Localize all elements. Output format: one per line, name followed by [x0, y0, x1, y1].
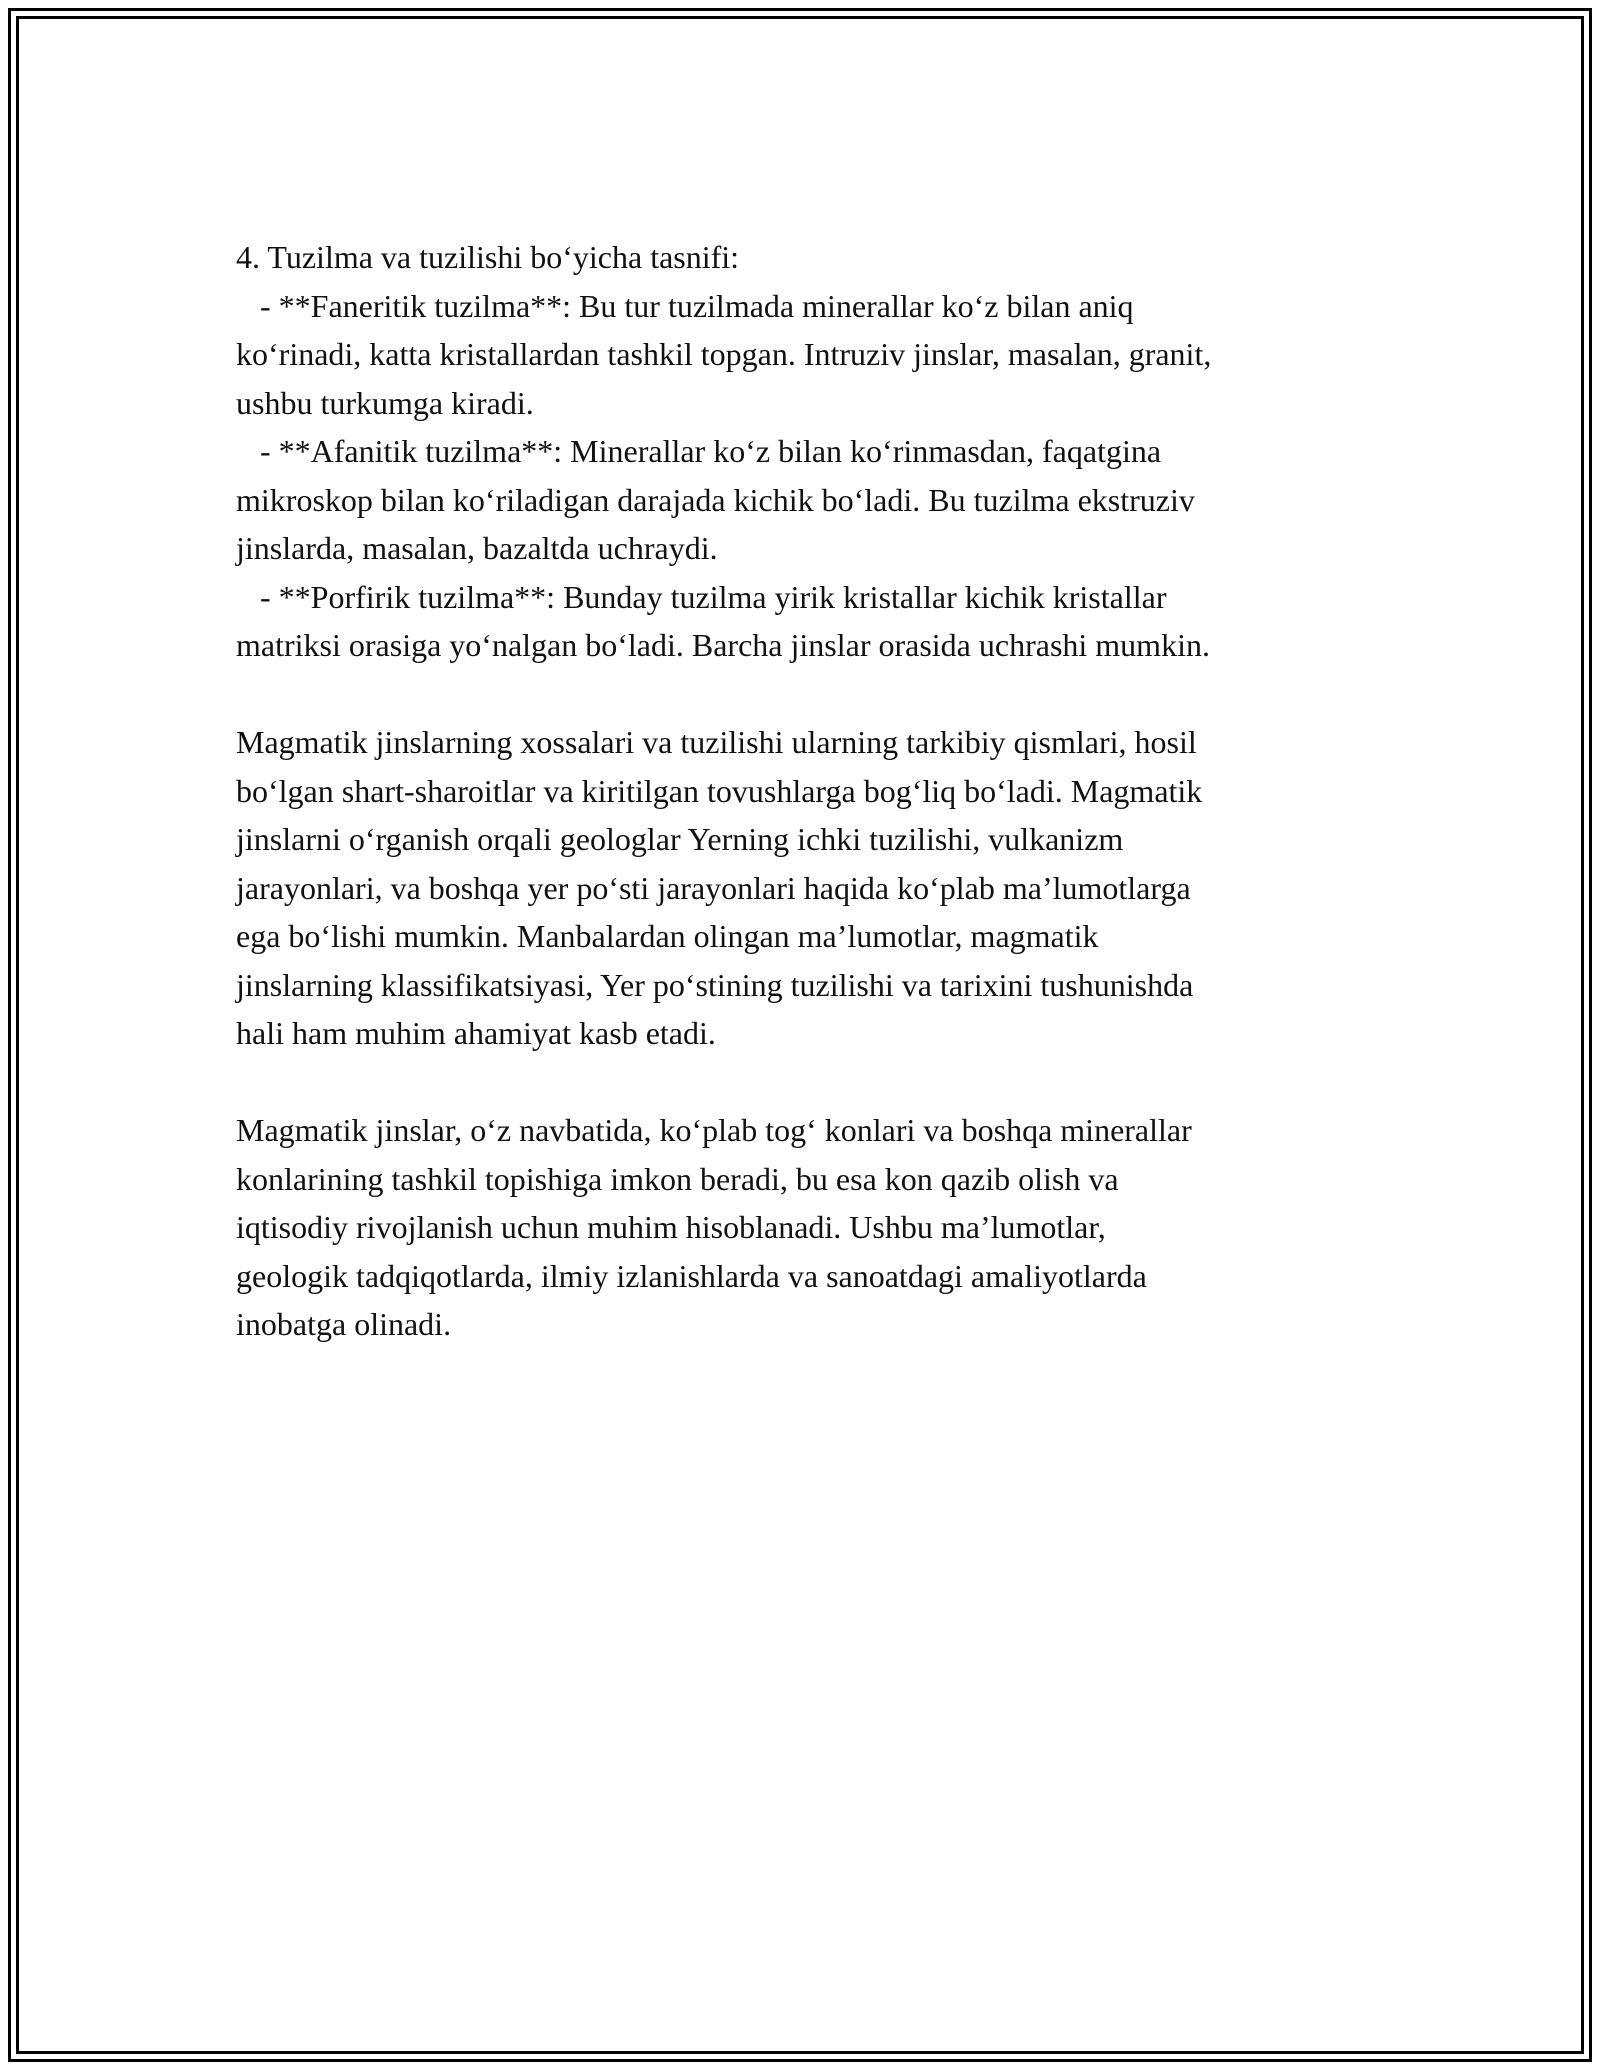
section-heading: 4. Tuzilma va tuzilishi bo‘yicha tasnifi:	[236, 239, 740, 275]
list-item-line: mikroskop bilan ko‘riladigan darajada kichik bo‘ladi. Bu tuzilma ekstruziv	[236, 481, 1195, 518]
paragraph-line: bo‘lgan shart-sharoitlar va kiritilgan tovushlarga bog‘liq bo‘ladi. Magmatik	[236, 772, 1203, 809]
paragraph-deposits	[236, 1106, 1366, 1349]
list-item-line: - **Porfirik tuzilma**: Bunday tuzilma yirik kristallar kichik kristallar	[236, 578, 1167, 615]
paragraph-line: iqtisodiy rivojlanish uchun muhim hisoblanadi. Ushbu ma’lumotlar,	[236, 1209, 1106, 1245]
paragraph-spacer	[236, 1058, 1366, 1107]
list-item-line: jinslarda, masalan, bazaltda uchraydi.	[236, 530, 718, 566]
list-item-faneritik	[236, 282, 1366, 428]
paragraph-line: jinslarning klassifikatsiyasi, Yer po‘stining tuzilishi va tarixini tushunishda	[236, 966, 1194, 1003]
list-item-line: ko‘rinadi, katta kristallardan tashkil topgan. Intruziv jinslar, masalan, granit,	[236, 336, 1212, 372]
document-body	[236, 233, 1366, 1349]
paragraph-properties	[236, 718, 1366, 1058]
list-item-line: - **Faneritik tuzilma**: Bu tur tuzilmada minerallar ko‘z bilan aniq	[236, 287, 1134, 324]
paragraph-line: konlarining tashkil topishiga imkon beradi, bu esa kon qazib olish va	[236, 1160, 1119, 1197]
paragraph-line: hali ham muhim ahamiyat kasb etadi.	[236, 1015, 716, 1051]
paragraph-line: inobatga olinadi.	[236, 1306, 452, 1342]
paragraph-spacer	[236, 670, 1366, 719]
paragraph-line: Magmatik jinslarning xossalari va tuzilishi ularning tarkibiy qismlari, hosil	[236, 724, 1197, 760]
list-item-line: matriksi orasiga yo‘nalgan bo‘ladi. Barcha jinslar orasida uchrashi mumkin.	[236, 627, 1210, 663]
list-item-afanitik	[236, 427, 1366, 573]
paragraph-line: geologik tadqiqotlarda, ilmiy izlanishlarda va sanoatdagi amaliyotlarda	[236, 1257, 1147, 1294]
list-item-porfirik	[236, 573, 1366, 670]
paragraph-line: jarayonlari, va boshqa yer po‘sti jarayonlari haqida ko‘plab ma’lumotlarga	[236, 869, 1191, 906]
section-classification	[236, 233, 1366, 670]
paragraph-line: ega bo‘lishi mumkin. Manbalardan olingan ma’lumotlar, magmatik	[236, 918, 1099, 954]
paragraph-line: jinslarni o‘rganish orqali geologlar Yerning ichki tuzilishi, vulkanizm	[236, 821, 1124, 857]
list-item-line: ushbu turkumga kiradi.	[236, 384, 534, 421]
paragraph-line: Magmatik jinslar, o‘z navbatida, ko‘plab tog‘ konlari va boshqa minerallar	[236, 1112, 1192, 1148]
list-item-line: - **Afanitik tuzilma**: Minerallar ko‘z bilan ko‘rinmasdan, faqatgina	[236, 433, 1162, 469]
